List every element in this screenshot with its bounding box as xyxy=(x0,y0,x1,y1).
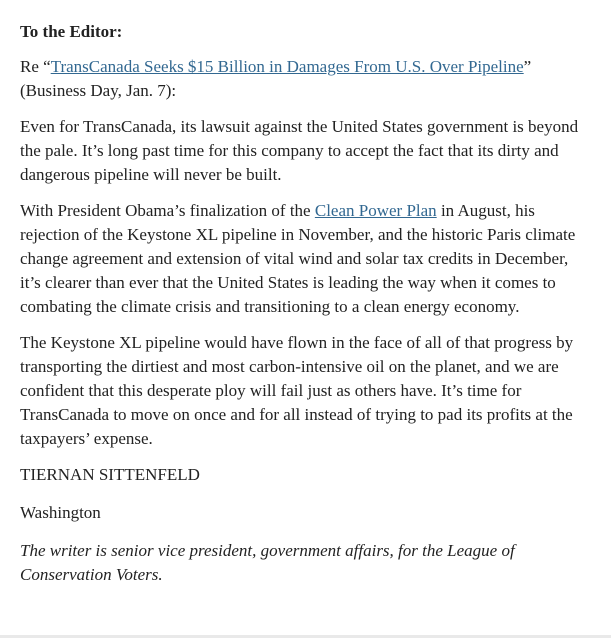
paragraph-2-after: in August, his rejection of the Keystone XL pipeline in November, and the historic Paris climate change agreement and extension of vital wind and solar tax credits in December, it’s clearer than ever that the United States is leading the way when it comes to combating the climate crisis and transitioning to a clean energy economy. xyxy=(20,201,576,316)
paragraph-2-before: With President Obama’s finalization of the xyxy=(20,201,315,220)
city: Washington xyxy=(20,503,101,522)
letter-heading: To the Editor: xyxy=(20,22,123,41)
article-link[interactable]: TransCanada Seeks $15 Billion in Damages From U.S. Over Pipeline xyxy=(50,57,524,76)
re-source: (Business Day, Jan. 7): xyxy=(20,81,177,100)
paragraph-1: Even for TransCanada, its lawsuit against the United States government is beyond the pale. It’s long past time for this company to accept the fact that its dirty and dangerous pipeline will never be built. xyxy=(20,117,579,184)
author-note: The writer is senior vice president, government affairs, for the League of Conservation Voters. xyxy=(20,541,515,584)
re-suffix: ” xyxy=(523,57,532,76)
paragraph-2 xyxy=(20,199,580,319)
re-prefix: Re “ xyxy=(20,57,51,76)
paragraph-3: The Keystone XL pipeline would have flown in the face of all of that progress by transporting the dirtiest and most carbon-intensive oil on the planet, and we are confident that this desperate ploy will fail just as others have. It’s time for TransCanada to move on once and for all instead of trying to pad its profits at the taxpayers’ expense. xyxy=(20,333,574,448)
re-line xyxy=(20,55,580,103)
clean-power-plan-link[interactable]: Clean Power Plan xyxy=(314,201,437,220)
signature: TIERNAN SITTENFELD xyxy=(20,465,200,484)
